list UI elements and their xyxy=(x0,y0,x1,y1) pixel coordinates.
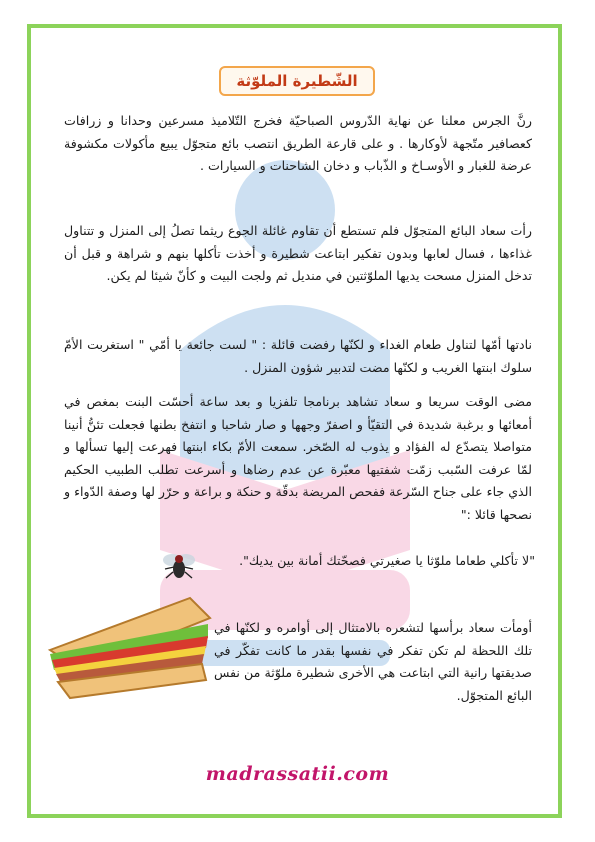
story-paragraph-3: نادتها أمّها لتناول طعام الغداء و لكنّها رفضت قائلة : " لست جائعة يا أمّي " استغربت الأمّ سلوك ابنتها الغريب و لكنّها مضت لتدبير شؤون المنزل . xyxy=(64,337,532,375)
story-paragraph-1: رنَّ الجرس معلنا عن نهاية الدّروس الصباحيّة فخرج التّلاميذ مسرعين وحدانا و زرافات كعصافير متّجهة لأوكارها . و على قارعة الطريق انتصب بائع متجوّل يبيع مأكولات مكشوفة عرضة للغبار و الأوسـاخ و الذّباب و دخان الشاحنات و السيارات . xyxy=(64,113,532,173)
sandwich-illustration xyxy=(40,590,218,700)
story-paragraph-2: رأت سعاد البائع المتجوّل فلم تستطع أن تقاوم غائلة الجوع ريثما تصلُ إلى المنزل و تتناول غذاءها ، فسال لعابها وبدون تفكير ابتاعت شطيرة و أخذت تأكلها بنهم و شراهة و قبل أن تدخل المنزل مسحت يديها الملوّثتين في منديل ثم ولجت البيت و كأنّ شيئا لم يكن. xyxy=(64,223,532,283)
doctor-quote: "لا تأكلي طعاما ملوّثا يا صغيرتي فصحّتك أمانة بين يديك". xyxy=(239,553,535,568)
story-title: الشّطيرة الملوّثة xyxy=(219,66,375,96)
story-paragraph-6: أومأت سعاد برأسها لتشعره بالامتثال إلى أوامره و لكنّها في تلك اللحظة لم تكن تفكر في نفسها بقدر ما كانت تفكّر في صديقتها رانية التي ابتاعت هي الأخرى شطيرة ملوّثة من نفس البائع المتجوّل. xyxy=(214,620,532,703)
fly-icon xyxy=(160,550,198,582)
story-paragraph-4: مضى الوقت سريعا و سعاد تشاهد برنامجا تلفزيا و بعد ساعة أحسّت البنت بمغص في أمعائها و برغبة شديدة في التقيّأ و اصفرّ وجهها و صار شاحبا و انتفخ بطنها فجعلت تئنُّ أنينا متواصلا يتصدّع له الفؤاد و يذوب له الصّخر. سمعت الأمّ بكاء ابنتها فهرعت إليها تسألها و لمّا عرفت السّبب زمّت شفتيها معبّرة عن عدم رضاها و أسرعت تطلب الطبيب الحكيم الذي جاء على جناح السّرعة ففحص المريضة بدقّة و حنكة و براعة و حرّر لها وصفة الدّواء و نصحها قائلا :" xyxy=(64,394,532,522)
website-link[interactable]: madrassatii.com xyxy=(205,763,390,785)
